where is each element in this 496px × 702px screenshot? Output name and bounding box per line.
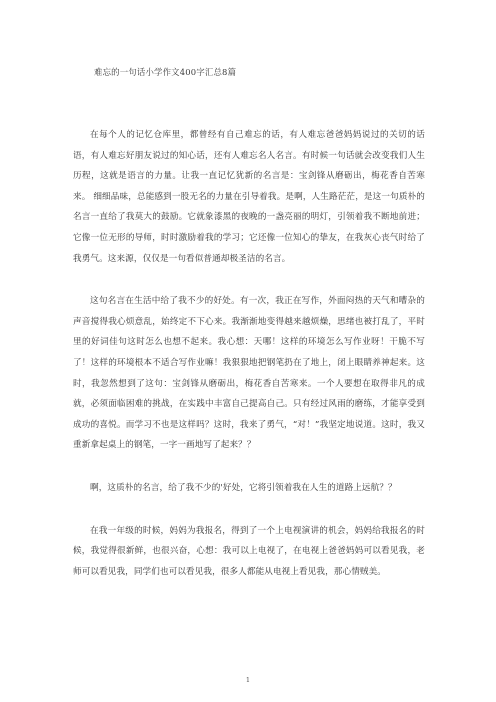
paragraph: 在每个人的记忆仓库里，都曾经有自己难忘的话，有人难忘爸爸妈妈说过的关切的话语，有人难忘好朋友说过的知心话，还有人难忘名人名言。有时候一句话就会改变我们人生历程，这就是语言的力量。让我一直记忆犹新的名言是：宝剑锋从磨砺出，梅花香自苦寒来。 细细品味，总能感到一股无名的力量在引导着我。是啊，人生路茫茫，是这一句质朴的名言一直给了我莫大的鼓励。它就象漆黑的夜晚的一盏亮丽的明灯，引领着我不断地前进；它像一位无形的导师，时时激励着我的学习；它还像一位知心的挚友，在我灰心丧气时给了我勇气。这来源，仅仅是一句看似普通却极圣洁的名言。 <box>73 130 425 264</box>
paragraph: 在我一年级的时候，妈妈为我报名，得到了一个上电视演讲的机会，妈妈给我报名的时候，我觉得很新鲜，也很兴奋，心想：我可以上电视了，在电视上爸爸妈妈可以看见我，老师可以看见我，同学们也可以看见我，很多人都能从电视上看见我，那心情贼美。 <box>73 525 425 577</box>
paragraph: 这句名言在生活中给了我不少的好处。有一次，我正在写作，外面闷热的天气和嘈杂的声音搅得我心烦意乱，始终定不下心来。我渐渐地变得越来越烦燥，思绪也被打乱了，平时里的好词佳句这时怎么也想不起来。我心想：天哪！这样的环境怎么写作业呀！干脆不写了！这样的环境根本不适合写作业嘛！我狠狠地把钢笔扔在了地上，闭上眼睛养神起来。这时，我忽然想到了这句：宝剑锋从磨砺出，梅花香自苦寒来。一个人要想在取得非凡的成就，必须面临困难的挑战，在实践中丰富自己提高自己。只有经过风雨的磨练，才能享受到成功的喜悦。而学习不也是这样吗？这时，我来了勇气，“对！”我坚定地说道。这时，我又重新拿起桌上的钢笔，一字一画地写了起来？？ <box>73 296 425 451</box>
page-number: 1 <box>245 676 251 684</box>
document-title: 难忘的一句话小学作文400字汇总8篇 <box>94 67 237 77</box>
document-body <box>73 125 425 604</box>
paragraph: 啊，这质朴的名言，给了我不少的'好处，它将引领着我在人生的道路上远航？？ <box>90 482 397 493</box>
